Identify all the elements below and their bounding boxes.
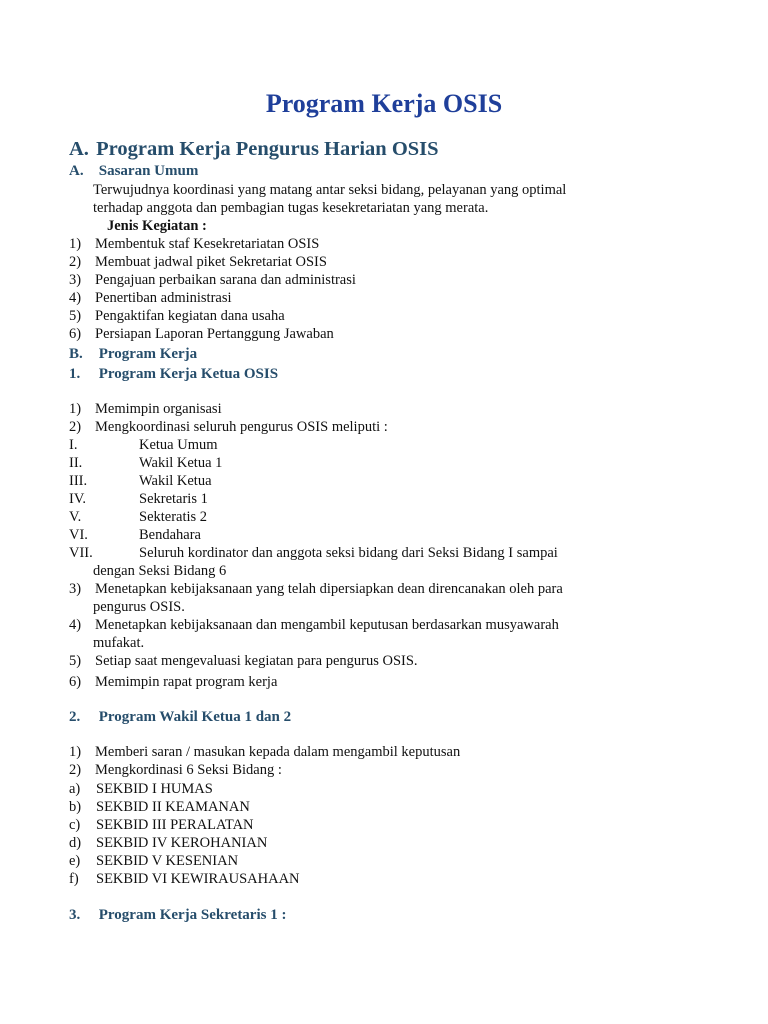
list-text: Setiap saat mengevaluasi kegiatan para pengurus OSIS. — [95, 653, 418, 669]
roman-continuation: dengan Seksi Bidang 6 — [93, 563, 227, 579]
list-item — [69, 616, 559, 634]
sekbid-text: SEKBID II KEAMANAN — [96, 799, 250, 815]
list-text: Mengkoordinasi seluruh pengurus OSIS meliputi : — [95, 419, 388, 435]
roman-number: IV. — [69, 491, 87, 507]
list-number: 1) — [69, 744, 82, 760]
list-text: Memberi saran / masukan kepada dalam mengambil keputusan — [95, 744, 461, 760]
list-text: Membentuk staf Kesekretariatan OSIS — [95, 236, 320, 252]
roman-number: I. — [69, 437, 78, 453]
ketua-number: 1. — [69, 366, 81, 382]
list-item — [69, 418, 388, 436]
list-text: Persiapan Laporan Pertanggung Jawaban — [95, 326, 334, 342]
sekbid-text: SEKBID III PERALATAN — [96, 817, 254, 833]
list-text: Memimpin organisasi — [95, 401, 222, 417]
list-item — [69, 743, 460, 761]
sekbid-item — [69, 780, 213, 798]
roman-text: Wakil Ketua — [139, 473, 212, 489]
roman-number: V. — [69, 509, 82, 525]
list-number: 3) — [69, 272, 82, 288]
list-number: 3) — [69, 581, 82, 597]
roman-text: Bendahara — [139, 527, 201, 543]
sasaran-number: A. — [69, 163, 84, 179]
jenis-kegiatan-label: Jenis Kegiatan : — [107, 218, 207, 234]
sekbid-item — [69, 834, 267, 852]
list-number: 2) — [69, 762, 82, 778]
page-title: Program Kerja OSIS — [265, 89, 503, 118]
roman-text: Seluruh kordinator dan anggota seksi bidang dari Seksi Bidang I sampai — [139, 545, 558, 561]
roman-number: III. — [69, 473, 88, 489]
sekbid-letter: d) — [69, 835, 82, 851]
list-item — [69, 235, 319, 253]
list-number: 2) — [69, 419, 82, 435]
section-a-label: Program Kerja Pengurus Harian OSIS — [96, 138, 439, 160]
list-continuation: mufakat. — [93, 635, 145, 651]
list-item — [69, 400, 222, 418]
sekbid-item — [69, 870, 300, 888]
list-text: Menetapkan kebijaksanaan dan mengambil keputusan berdasarkan musyawarah — [95, 617, 559, 633]
roman-number: VI. — [69, 527, 88, 543]
sasaran-label: Sasaran Umum — [98, 163, 199, 179]
list-number: 4) — [69, 617, 82, 633]
roman-text: Sekretaris 1 — [139, 491, 208, 507]
roman-item — [69, 508, 207, 526]
roman-item — [69, 490, 208, 508]
wakil-heading — [69, 708, 291, 726]
sekretaris-label: Program Kerja Sekretaris 1 : — [98, 907, 287, 923]
list-item — [69, 271, 356, 289]
sekbid-text: SEKBID I HUMAS — [96, 781, 213, 797]
list-text: Menetapkan kebijaksanaan yang telah dipersiapkan dean direncanakan oleh para — [95, 581, 563, 597]
list-item — [69, 673, 277, 691]
list-text: Mengkordinasi 6 Seksi Bidang : — [95, 762, 282, 778]
sekretaris-heading — [69, 906, 286, 924]
roman-number: VII. — [69, 545, 93, 561]
ketua-heading — [69, 365, 278, 383]
list-number: 4) — [69, 290, 82, 306]
list-number: 5) — [69, 308, 82, 324]
list-item — [69, 652, 418, 670]
wakil-number: 2. — [69, 709, 81, 725]
sekbid-letter: c) — [69, 817, 81, 833]
list-item — [69, 253, 327, 271]
sekbid-text: SEKBID VI KEWIRAUSAHAAN — [96, 871, 300, 887]
list-number: 6) — [69, 326, 82, 342]
list-continuation: pengurus OSIS. — [93, 599, 185, 615]
section-b-label: Program Kerja — [98, 346, 198, 362]
sekbid-item — [69, 798, 250, 816]
sekbid-item — [69, 852, 238, 870]
sasaran-heading — [69, 162, 198, 180]
section-a-number: A. — [69, 138, 89, 160]
section-a-heading — [69, 137, 439, 161]
sekbid-letter: b) — [69, 799, 82, 815]
list-item — [69, 325, 334, 343]
roman-item — [69, 526, 201, 544]
list-text: Penertiban administrasi — [95, 290, 232, 306]
roman-text: Sekteratis 2 — [139, 509, 208, 525]
list-text: Memimpin rapat program kerja — [95, 674, 278, 690]
list-item — [69, 307, 285, 325]
list-number: 1) — [69, 236, 82, 252]
roman-number: II. — [69, 455, 83, 471]
roman-item — [69, 544, 558, 562]
section-b-heading — [69, 345, 197, 363]
sekbid-text: SEKBID IV KEROHANIAN — [96, 835, 268, 851]
sekbid-letter: a) — [69, 781, 81, 797]
list-text: Pengaktifan kegiatan dana usaha — [95, 308, 285, 324]
sekbid-letter: e) — [69, 853, 81, 869]
list-text: Pengajuan perbaikan sarana dan administrasi — [95, 272, 356, 288]
section-b-number: B. — [69, 346, 83, 362]
list-number: 1) — [69, 401, 82, 417]
sasaran-text-line-1: Terwujudnya koordinasi yang matang antar seksi bidang, pelayanan yang optimal — [93, 182, 567, 198]
sekbid-letter: f) — [69, 871, 79, 887]
list-number: 6) — [69, 674, 82, 690]
roman-text: Wakil Ketua 1 — [139, 455, 223, 471]
roman-item — [69, 454, 222, 472]
list-item — [69, 580, 563, 598]
roman-item — [69, 436, 218, 454]
list-item — [69, 761, 282, 779]
wakil-label: Program Wakil Ketua 1 dan 2 — [98, 709, 292, 725]
list-number: 5) — [69, 653, 82, 669]
ketua-label: Program Kerja Ketua OSIS — [98, 366, 279, 382]
roman-item — [69, 472, 212, 490]
sekbid-item — [69, 816, 254, 834]
sasaran-text-line-2: terhadap anggota dan pembagian tugas kesekretariatan yang merata. — [93, 200, 489, 216]
roman-text: Ketua Umum — [139, 437, 218, 453]
list-number: 2) — [69, 254, 82, 270]
list-item — [69, 289, 232, 307]
sekbid-text: SEKBID V KESENIAN — [96, 853, 239, 869]
sekretaris-number: 3. — [69, 907, 81, 923]
list-text: Membuat jadwal piket Sekretariat OSIS — [95, 254, 327, 270]
